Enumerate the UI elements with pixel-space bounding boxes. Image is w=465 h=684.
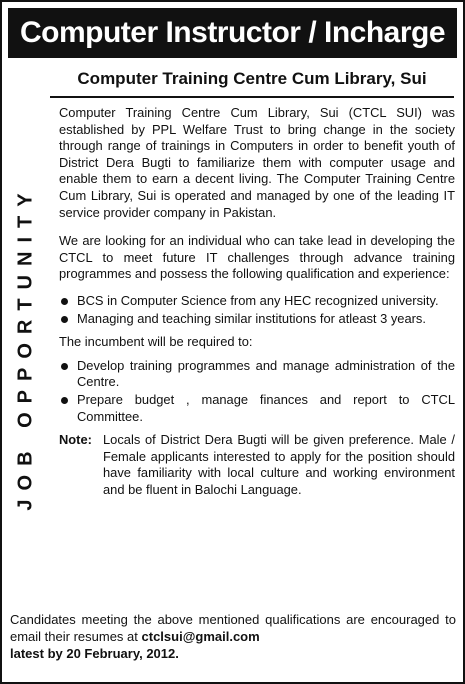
requirements-list	[59, 358, 455, 425]
note-label: Note:	[59, 432, 92, 448]
footer-text: Candidates meeting the above mentioned qualifications are encouraged to email their resumes at	[10, 612, 456, 644]
qualification-text: BCS in Computer Science from any HEC recognized university.	[77, 292, 439, 308]
side-label	[8, 98, 44, 596]
list-item	[59, 392, 455, 425]
bullet-icon	[61, 363, 68, 370]
qualifications-list	[59, 293, 455, 327]
page-title: Computer Instructor / Incharge	[8, 8, 457, 58]
intro-paragraph: Computer Training Centre Cum Library, Sui (CTCL SUI) was established by PPL Welfare Trust to bring change in the society through range of trainings in Computers in order to benefit youth of District Dera Bugti to familiarize them with computer usage and enable them to earn a decent living. The Computer Training Centre Cum Library, Sui is operated and managed by one of the leading IT service provider company in Pakistan.	[59, 105, 455, 220]
list-item	[59, 293, 455, 310]
requirements-intro: The incumbent will be required to:	[59, 334, 253, 350]
list-item	[59, 358, 455, 391]
contact-email[interactable]: ctclsui@gmail.com	[141, 629, 260, 644]
application-instructions	[10, 611, 456, 662]
seeking-paragraph: We are looking for an individual who can take lead in developing the CTCL to meet future IT challenges through advance training programmes and possess the following qualification and experience:	[59, 233, 455, 282]
side-label-text: JOB OPPORTUNITY	[14, 183, 37, 511]
ad-body	[59, 105, 455, 498]
note-text: Locals of District Dera Bugti will be given preference. Male / Female applicants interested to apply for the position should have familiarity with local culture and working environment and be fluent in Balochi Language.	[103, 432, 455, 497]
qualification-text: Managing and teaching similar institutions for atleast 3 years.	[77, 310, 426, 326]
requirement-text: Prepare budget , manage finances and report to CTCL Committee.	[77, 391, 455, 424]
organization-heading: Computer Training Centre Cum Library, Sui	[50, 62, 454, 98]
bullet-icon	[61, 397, 68, 404]
bullet-icon	[61, 298, 68, 305]
list-item	[59, 311, 455, 328]
bullet-icon	[61, 316, 68, 323]
application-deadline: latest by 20 February, 2012.	[10, 646, 179, 661]
note-block	[59, 432, 455, 498]
requirement-text: Develop training programmes and manage administration of the Centre.	[77, 357, 455, 390]
